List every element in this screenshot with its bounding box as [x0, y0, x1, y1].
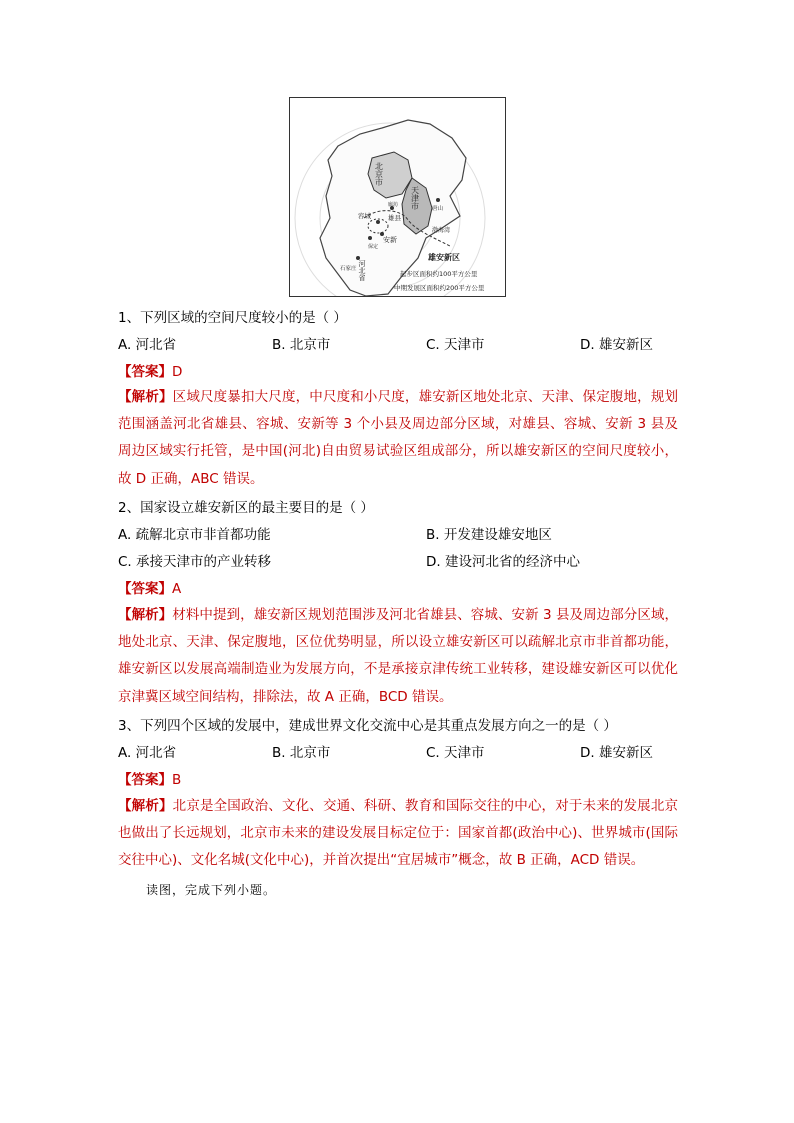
map-legend-start-area: 起步区面积约100平方公里: [400, 270, 478, 278]
analysis-tag: 【解析】: [118, 607, 173, 623]
question-3-analysis: [118, 793, 678, 875]
map-figure: [289, 97, 506, 297]
question-1-option-b: B. 北京市: [272, 337, 331, 353]
footer-instruction: 读图，完成下列小题。: [146, 883, 277, 897]
answer-value: B: [172, 772, 182, 788]
question-2-analysis: [118, 602, 678, 711]
question-1-answer: [118, 362, 182, 382]
question-2-option-a: A. 疏解北京市非首都功能: [118, 527, 271, 543]
question-2-option-b: B. 开发建设雄安地区: [426, 527, 552, 543]
analysis-tag: 【解析】: [118, 798, 173, 814]
map-label-xiongxian: 雄县: [388, 214, 401, 222]
question-1-analysis: [118, 384, 678, 493]
question-1-option-c: C. 天津市: [426, 337, 485, 353]
question-2-option-d: D. 建设河北省的经济中心: [426, 554, 580, 570]
question-2-answer: [118, 579, 181, 599]
answer-value: A: [172, 581, 182, 597]
map-label-langfang: 廊坊: [388, 202, 399, 208]
map-svg: [290, 98, 505, 296]
answer-tag: 【答案】: [118, 772, 172, 788]
question-1-option-a: A. 河北省: [118, 337, 177, 353]
map-label-beijing: 北京市: [374, 162, 384, 186]
question-3-stem: 3、下列四个区域的发展中，建成世界文化交流中心是其重点发展方向之一的是（ ）: [118, 718, 617, 734]
map-label-shijiazhuang: 石家庄: [340, 266, 357, 272]
analysis-text: 区域尺度暴扣大尺度，中尺度和小尺度，雄安新区地处北京、天津、保定腹地，规划范围涵盖河北省雄县、容城、安新等 3 个小县及周边部分区域，对雄县、容城、安新 3 县及周边区域实行托管，是中国(河北)自由贸易试验区组成部分，所以雄安新区的空间尺度较小，故 D 正确，ABC 错误。: [118, 389, 679, 487]
question-3-option-d: D. 雄安新区: [580, 745, 653, 761]
question-2-stem: 2、国家设立雄安新区的最主要目的是（ ）: [118, 500, 374, 516]
map-label-rongcheng: 容城: [358, 212, 371, 220]
analysis-text: 北京是全国政治、文化、交通、科研、教育和国际交往的中心，对于未来的发展北京也做出了长远规划，北京市未来的建设发展目标定位于：国家首都(政治中心)、世界城市(国际交往中心)、文化名城(文化中心)，并首次提出“宜居城市”概念，故 B 正确，ACD 错误。: [118, 798, 679, 869]
question-3-answer: [118, 770, 181, 790]
map-label-tianjin: 天津市: [410, 186, 420, 210]
map-label-tangshan: 唐山: [432, 206, 444, 212]
question-2-option-c: C. 承接天津市的产业转移: [118, 554, 272, 570]
map-label-hebei: 河北省: [358, 260, 366, 281]
question-3-option-b: B. 北京市: [272, 745, 331, 761]
map-label-bohai: 渤海湾: [432, 227, 451, 234]
question-3-option-a: A. 河北省: [118, 745, 177, 761]
map-label-anxin: 安新: [383, 236, 397, 244]
map-label-xiongan: 雄安新区: [428, 253, 460, 262]
map-label-baoding: 保定: [368, 244, 379, 250]
analysis-text: 材料中提到，雄安新区规划范围涉及河北省雄县、容城、安新 3 县及周边部分区域，地处北京、天津、保定腹地，区位优势明显，所以设立雄安新区可以疏解北京市非首都功能，雄安新区以发展高端制造业为发展方向，不是承接京津传统工业转移，建设雄安新区可以优化京津冀区域空间结构，排除法，故 A 正确，BCD 错误。: [118, 607, 679, 705]
map-legend-mid-area: 中期发展区面积约200平方公里: [394, 284, 485, 292]
question-1-stem: 1、下列区域的空间尺度较小的是（ ）: [118, 310, 347, 326]
question-1-option-d: D. 雄安新区: [580, 337, 653, 353]
answer-value: D: [172, 364, 183, 380]
question-3-option-c: C. 天津市: [426, 745, 485, 761]
analysis-tag: 【解析】: [118, 389, 173, 405]
answer-tag: 【答案】: [118, 364, 172, 380]
answer-tag: 【答案】: [118, 581, 172, 597]
